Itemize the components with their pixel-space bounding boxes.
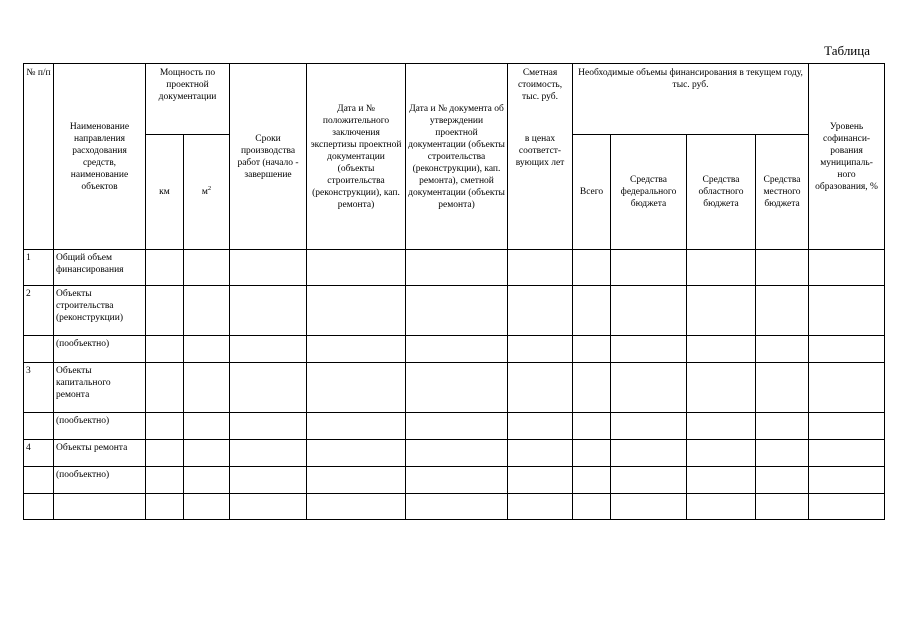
row-num: 3 [24,363,54,413]
table-row [24,467,885,494]
row-name: (пообъектно) [54,413,146,440]
row-num: 4 [24,440,54,467]
header-federal: Средства федерального бюджета [611,135,687,250]
header-expertise: Дата и № положительного заключения экспертизы проектной документации (объекты строительства (реконструкции), кап. ремонта) [307,64,406,250]
header-approval: Дата и № документа об утверждении проектной документации (объекты строительства (реконструкции), кап. ремонта), сметной документации (объекты ремонта) [406,64,508,250]
header-total: Всего [573,135,611,250]
header-local: Средства местного бюджета [756,135,809,250]
table-row [24,336,885,363]
row-num: 1 [24,250,54,286]
row-num [24,467,54,494]
row-num [24,494,54,520]
header-name: Наименование направления расходования средств, наименование объектов [54,64,146,250]
table-row [24,286,885,336]
row-name: Общий объем финансирования [54,250,146,286]
table-row [24,440,885,467]
header-num: № п/п [24,64,54,250]
header-cost-bottom: в ценах соответст- вующих лет [515,134,565,168]
table-row [24,363,885,413]
header-financing: Необходимые объемы финансирования в текущем году, тыс. руб. [573,64,809,135]
header-regional: Средства областного бюджета [687,135,756,250]
header-cost [508,64,573,250]
row-name: (пообъектно) [54,336,146,363]
header-km: км [146,135,184,250]
table-caption: Таблица [824,43,870,58]
header-cost-top: Сметная стоимость, тыс. руб. [517,68,563,102]
row-name: Объекты ремонта [54,440,146,467]
row-num [24,413,54,440]
header-capacity: Мощность по проектной документации [146,64,230,135]
table-row [24,413,885,440]
financing-table [23,63,885,520]
row-num [24,336,54,363]
row-name: (пообъектно) [54,467,146,494]
header-m2: $м^2$ [184,135,230,250]
header-cofinance: Уровень софинанси- рования муниципаль- ного образования, % [809,64,885,250]
table-row [24,250,885,286]
header-terms: Сроки производства работ (начало - завершение [230,64,307,250]
row-num: 2 [24,286,54,336]
row-name [54,494,146,520]
row-name: Объекты капитального ремонта [54,363,146,413]
row-name: Объекты строительства (реконструкции) [54,286,146,336]
table-row [24,494,885,520]
